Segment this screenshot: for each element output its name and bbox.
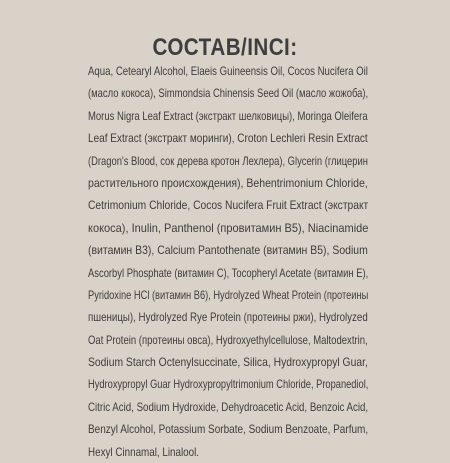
- ingredients-line: Pyridoxine HCl (витамин B6), Hydrolyzed Wheat Protein (протеины: [88, 287, 369, 302]
- ingredients-line: пшеницы), Hydrolyzed Rye Protein (протеины ржи), Hydrolyzed: [88, 310, 368, 325]
- ingredients-line: Hydroxypropyl Guar Hydroxypropyltrimonium Chloride, Propanediol,: [88, 377, 369, 392]
- ingredients-line: (Dragon's Blood, сок дерева кротон Лехлера), Glycerin (глицерин: [88, 153, 368, 168]
- ingredients-line: растительного происхождения), Behentrimonium Chloride,: [88, 175, 368, 190]
- ingredients-text: [88, 60, 368, 463]
- ingredients-line: Leaf Extract (экстракт моринги), Croton Lechleri Resin Extract: [88, 131, 368, 146]
- ingredients-line: Cetrimonium Chloride, Cocos Nucifera Fruit Extract (экстракт: [88, 198, 369, 213]
- ingredients-line: (масло кокоса), Simmondsia Chinensis Seed Oil (масло жожоба),: [88, 86, 369, 101]
- ingredients-line: Ascorbyl Phosphate (витамин C), Tocopheryl Acetate (витамин E),: [88, 265, 369, 280]
- ingredients-line: Sodium Starch Octenylsuccinate, Silica, Hydroxypropyl Guar,: [88, 355, 368, 370]
- ingredients-line: Morus Nigra Leaf Extract (экстракт шелковицы), Moringa Oleifera: [88, 108, 368, 123]
- ingredients-line: Aqua, Cetearyl Alcohol, Elaeis Guineensis Oil, Cocos Nucifera Oil: [88, 64, 368, 78]
- ingredients-line: Hexyl Cinnamal, Linalool.: [88, 444, 200, 459]
- ingredients-line: кокоса), Inulin, Panthenol (провитамин B5), Niacinamide: [88, 220, 369, 235]
- ingredients-line: (витамин B3), Calcium Pantothenate (витамин B5), Sodium: [88, 243, 368, 258]
- ingredients-line: Oat Protein (протеины овса), Hydroxyethylcellulose, Maltodextrin,: [88, 332, 368, 347]
- ingredients-line: Citric Acid, Sodium Hydroxide, Dehydroacetic Acid, Benzoic Acid,: [88, 399, 369, 414]
- ingredients-line: Benzyl Alcohol, Potassium Sorbate, Sodium Benzoate, Parfum,: [88, 422, 369, 437]
- section-title: СОСТАВ/INCI:: [152, 34, 298, 61]
